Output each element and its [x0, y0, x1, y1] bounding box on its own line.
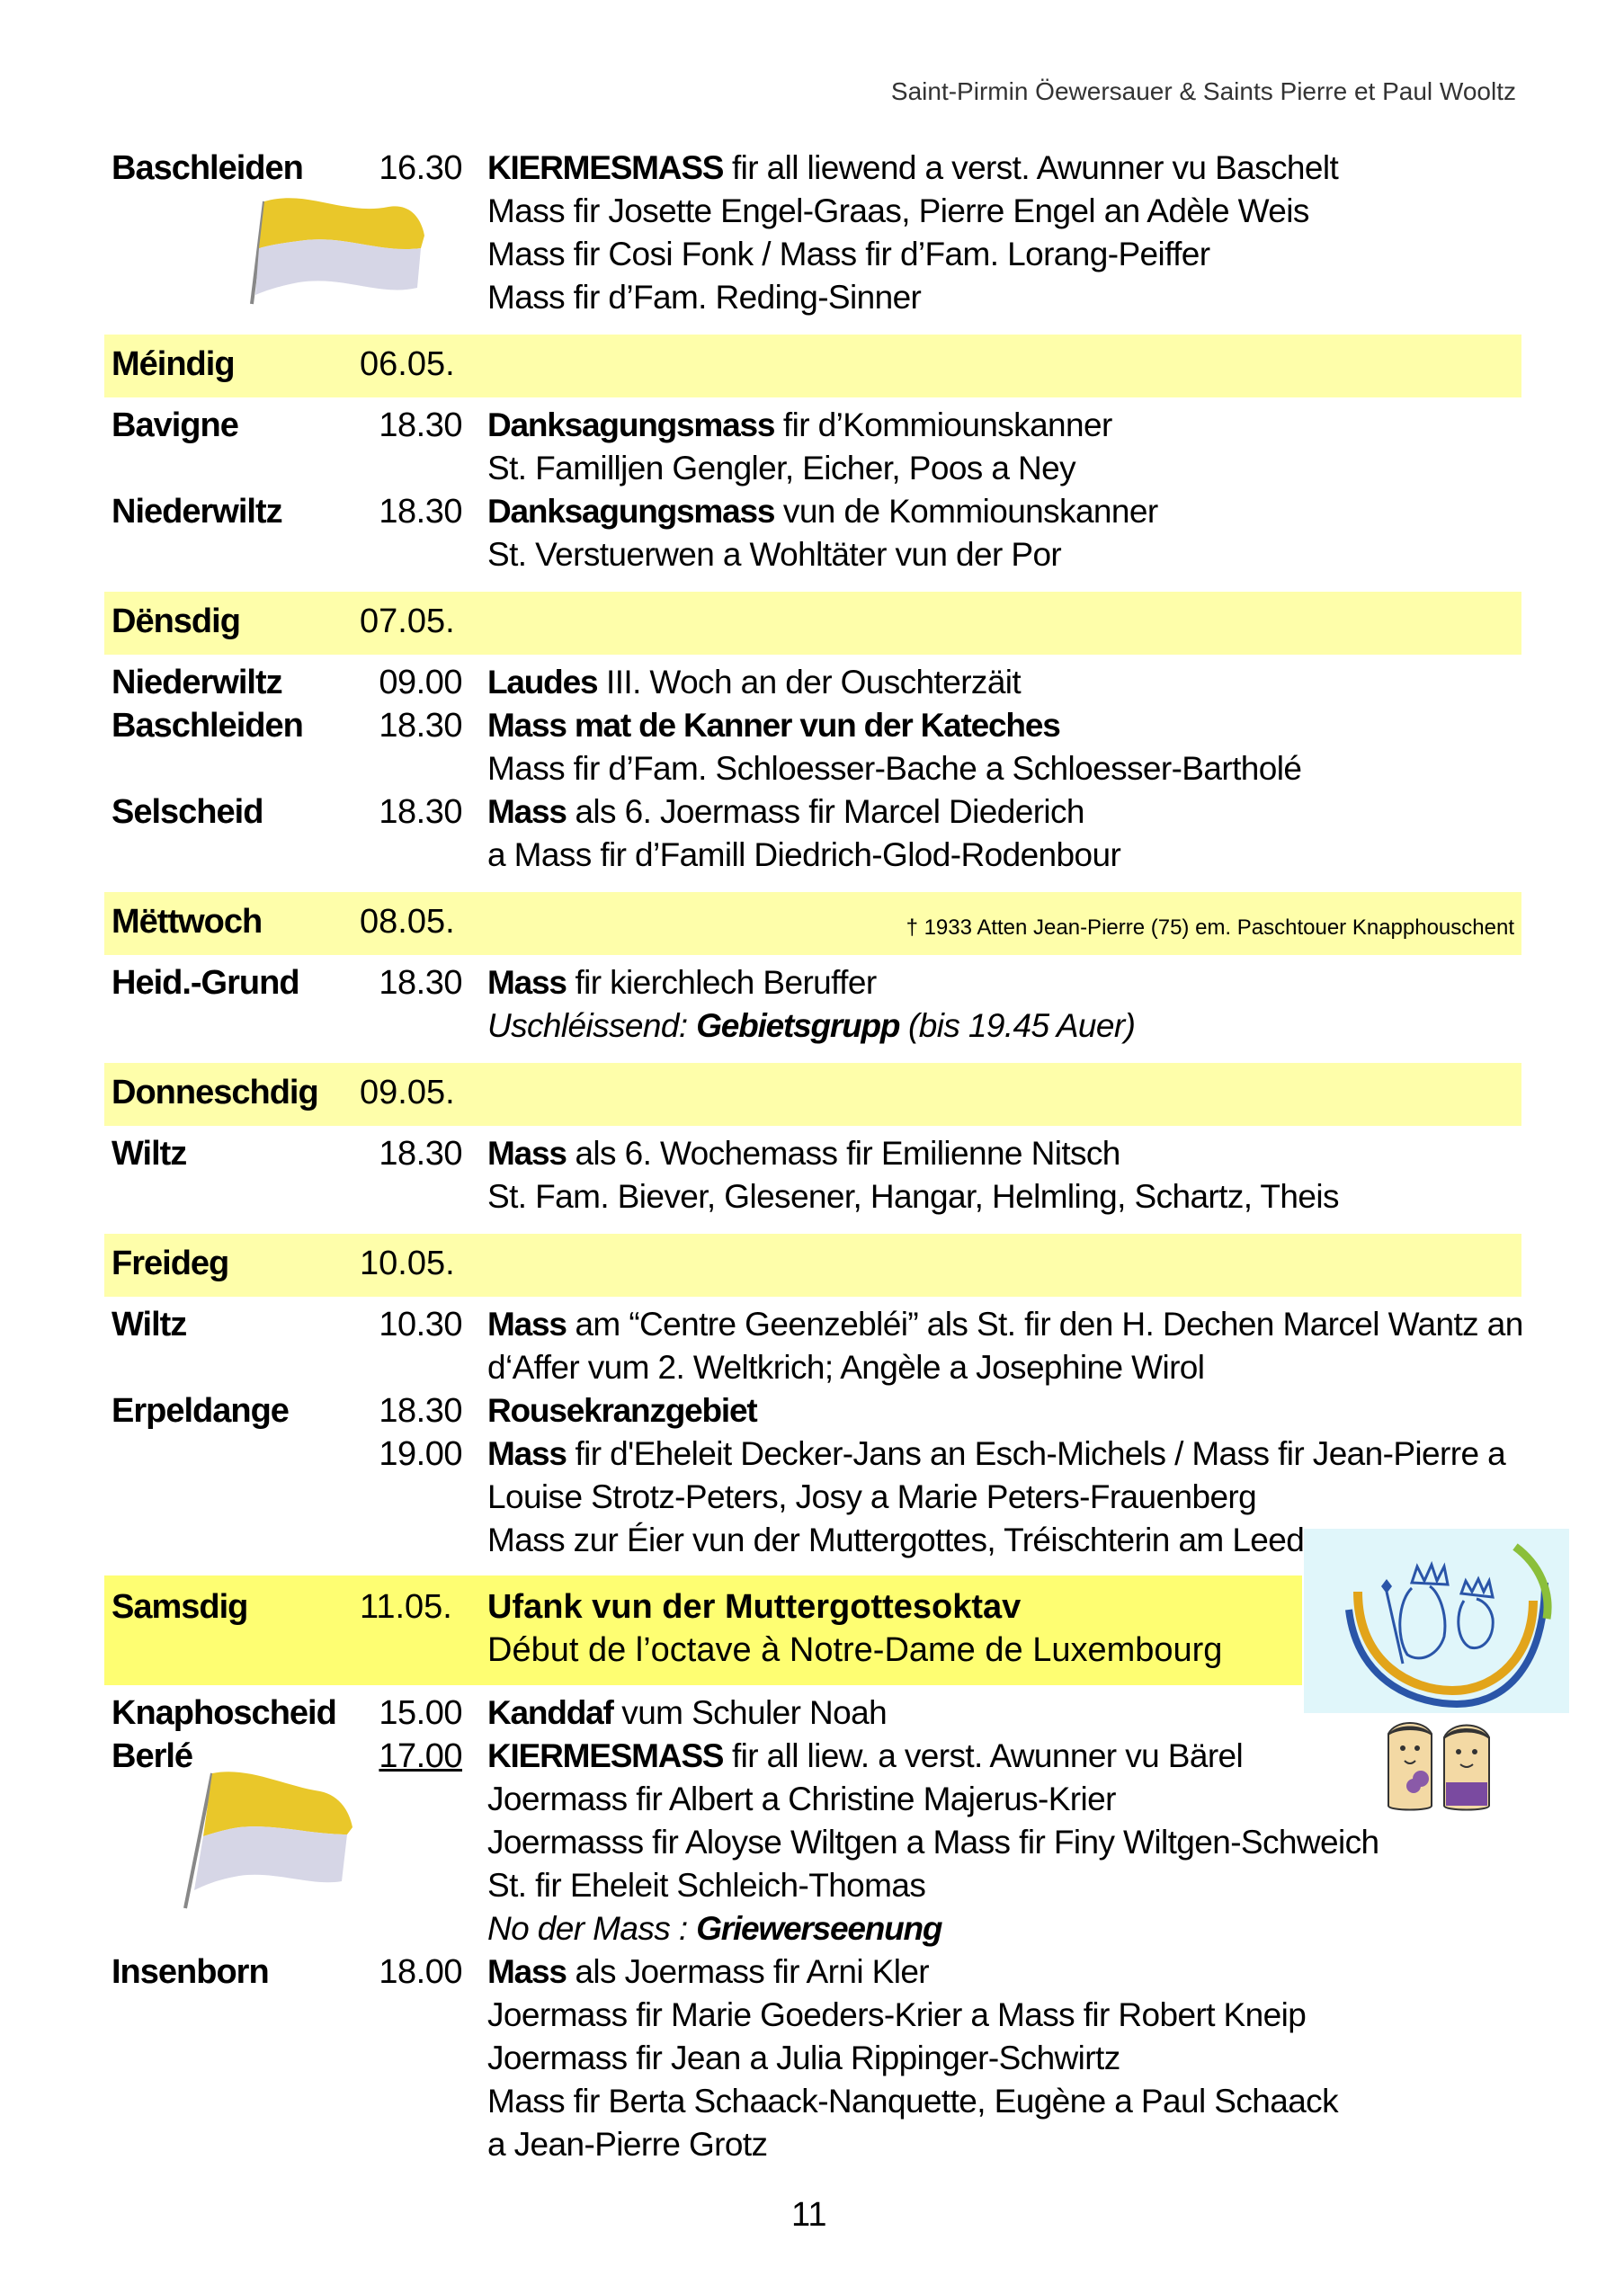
samsdig-band: [104, 1575, 1302, 1685]
mass-line: Uschléissend: Gebietsgrupp (bis 19.45 Auer): [487, 1007, 1136, 1044]
day-date: 10.05.: [360, 1245, 455, 1282]
day-band: [104, 892, 1521, 955]
mass-line: Mass zur Éier vun der Muttergottes, Tréischterin am Leed: [487, 1522, 1305, 1558]
day-date: 07.05.: [360, 602, 455, 640]
mass-text: Mass am “Centre Geenzebléi” als St. fir den H. Dechen Marcel Wantz an: [487, 1306, 1523, 1343]
mass-line: Joermass fir Albert a Christine Majerus-Krier: [487, 1781, 1116, 1817]
mass-text: KIERMESMASS fir all liew. a verst. Awunner vu Bärel: [487, 1737, 1244, 1774]
time: 15.00: [379, 1694, 462, 1732]
day-band: [104, 1063, 1521, 1126]
place: Selscheid: [112, 793, 263, 831]
mass-line: a Mass fir d’Famill Diedrich-Glod-Rodenbour: [487, 836, 1121, 873]
time: 18.30: [379, 707, 462, 745]
mass-line: No der Mass : Griewerseenung: [487, 1910, 942, 1947]
place: Baschleiden: [112, 149, 303, 187]
mass-text: Mass mat de Kanner vun der Kateches: [487, 707, 1060, 744]
octave-subtitle: Début de l’octave à Notre-Dame de Luxembourg: [487, 1631, 1223, 1669]
mass-line: Mass fir d’Fam. Reding-Sinner: [487, 279, 922, 316]
mass-entry: [0, 793, 1624, 836]
mass-line: St. fir Eheleit Schleich-Thomas: [487, 1867, 926, 1904]
time: 18.30: [379, 406, 462, 444]
page-header: Saint-Pirmin Öewersauer & Saints Pierre et Paul Wooltz: [890, 77, 1516, 105]
place: Berlé: [112, 1737, 193, 1775]
memorial-note: † 1933 Atten Jean-Pierre (75) em. Paschtouer Knapphouschent: [906, 915, 1514, 940]
day-date: 06.05.: [360, 345, 455, 383]
mass-text: Mass als Joermass fir Arni Kler: [487, 1953, 930, 1990]
time: 18.30: [379, 1135, 462, 1173]
mass-line: Mass fir Berta Schaack-Nanquette, Eugène a Paul Schaack: [487, 2083, 1338, 2120]
time: 18.00: [379, 1953, 462, 1991]
place: Niederwiltz: [112, 493, 282, 531]
mass-text: Laudes III. Woch an der Ouschterzäit: [487, 664, 1022, 701]
mass-text: Rousekranzgebiet: [487, 1392, 757, 1429]
mass-line: d‘Affer vum 2. Weltkrich; Angèle a Josephine Wirol: [487, 1349, 1205, 1386]
mass-entry: [0, 1306, 1624, 1349]
mass-text: Danksagungsmass fir d’Kommiounskanner: [487, 406, 1112, 443]
day-date: 11.05.: [360, 1588, 452, 1626]
mass-text: Mass als 6. Joermass fir Marcel Diederich: [487, 793, 1084, 830]
papal-flag-icon: [209, 189, 433, 315]
place: Bavigne: [112, 406, 238, 444]
mass-entry: [0, 1392, 1624, 1435]
mass-entry: [0, 707, 1624, 750]
place: Knaphoscheid: [112, 1694, 336, 1732]
mass-line: a Jean-Pierre Grotz: [487, 2126, 768, 2163]
time: 09.00: [379, 664, 462, 701]
mass-entry: [0, 149, 1624, 192]
mass-entry: [0, 964, 1624, 1007]
day-name: Dënsdig: [112, 602, 240, 640]
papal-flag-icon: [167, 1764, 365, 1917]
mass-line: Joermasss fir Aloyse Wiltgen a Mass fir Finy Wiltgen-Schweich: [487, 1824, 1379, 1861]
day-name: Méindig: [112, 345, 235, 383]
mass-text: KIERMESMASS fir all liewend a verst. Awunner vu Baschelt: [487, 149, 1339, 186]
place: Wiltz: [112, 1135, 187, 1173]
mass-text: Mass fir d'Eheleit Decker-Jans an Esch-Michels / Mass fir Jean-Pierre a: [487, 1435, 1506, 1472]
day-name: Samsdig: [112, 1588, 248, 1626]
time: 18.30: [379, 493, 462, 531]
place: Wiltz: [112, 1306, 187, 1343]
mass-line: St. Fam. Biever, Glesener, Hangar, Helmling, Schartz, Theis: [487, 1178, 1339, 1215]
day-band: [104, 592, 1521, 655]
mass-text: Danksagungsmass vun de Kommiounskanner: [487, 493, 1158, 530]
time: 18.30: [379, 1392, 462, 1430]
day-name: Freideg: [112, 1245, 229, 1282]
mass-entry: [0, 1135, 1624, 1178]
place: Insenborn: [112, 1953, 269, 1991]
octave-title: Ufank vun der Muttergottesoktav: [487, 1588, 1022, 1626]
page-number: 11: [791, 2196, 827, 2234]
day-name: Donneschdig: [112, 1074, 318, 1111]
day-band: [104, 1234, 1521, 1297]
mass-entry: [0, 1435, 1624, 1478]
mass-line: Mass fir d’Fam. Schloesser-Bache a Schloesser-Bartholé: [487, 750, 1302, 787]
cartoon-children-icon: [1378, 1716, 1512, 1815]
day-band: [104, 335, 1521, 397]
place: Baschleiden: [112, 707, 303, 745]
day-date: 08.05.: [360, 903, 455, 941]
mass-entry: [0, 493, 1624, 536]
time: 19.00: [379, 1435, 462, 1473]
time: 18.30: [379, 793, 462, 831]
day-name: Mëttwoch: [112, 903, 263, 941]
mass-line: Joermass fir Jean a Julia Rippinger-Schwirtz: [487, 2040, 1120, 2076]
mass-line: Mass fir Josette Engel-Graas, Pierre Engel an Adèle Weis: [487, 192, 1309, 229]
place: Heid.-Grund: [112, 964, 299, 1002]
day-date: 09.05.: [360, 1074, 455, 1111]
place: Erpeldange: [112, 1392, 289, 1430]
mass-line: Louise Strotz-Peters, Josy a Marie Peters-Frauenberg: [487, 1478, 1257, 1515]
mass-entry: [0, 1953, 1624, 1996]
time: 10.30: [379, 1306, 462, 1343]
mass-text: Mass als 6. Wochemass fir Emilienne Nitsch: [487, 1135, 1120, 1172]
mass-line: St. Familljen Gengler, Eicher, Poos a Ney: [487, 450, 1076, 486]
time: 16.30: [379, 149, 462, 187]
mass-text: Kanddaf vum Schuler Noah: [487, 1694, 888, 1731]
mass-text: Mass fir kierchlech Beruffer: [487, 964, 877, 1001]
mass-entry: [0, 406, 1624, 450]
mass-line: St. Verstuerwen a Wohltäter vun der Por: [487, 536, 1062, 573]
mass-entry: [0, 664, 1624, 707]
place: Niederwiltz: [112, 664, 282, 701]
time: 17.00: [379, 1737, 462, 1775]
mass-line: Joermass fir Marie Goeders-Krier a Mass fir Robert Kneip: [487, 1996, 1307, 2033]
octave-logo-icon: [1304, 1529, 1569, 1713]
mass-line: Mass fir Cosi Fonk / Mass fir d’Fam. Lorang-Peiffer: [487, 236, 1210, 272]
time: 18.30: [379, 964, 462, 1002]
